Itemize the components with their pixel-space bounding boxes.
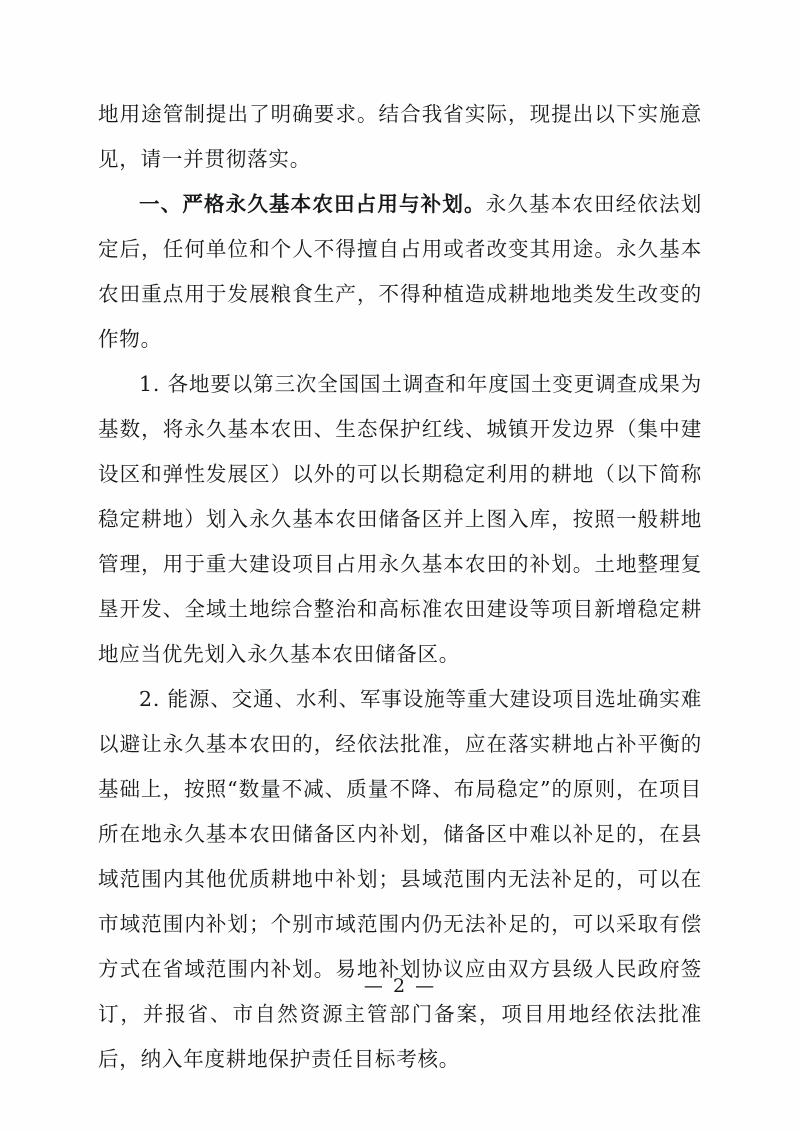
section-heading-inline: 一、严格永久基本农田占用与补划。 xyxy=(139,192,486,216)
section-one-text: 永久基本农田经依法划定后，任何单位和个人不得擅自占用或者改变其用途。永久基本农田重点用于发展粮食生产，不得种植造成耕地地类发生改变的作物。 xyxy=(98,192,702,351)
paragraph-continuation: 地用途管制提出了明确要求。结合我省实际，现提出以下实施意见，请一并贯彻落实。 xyxy=(98,102,702,171)
paragraph-section-one xyxy=(98,182,702,362)
page-footer xyxy=(0,975,800,997)
paragraph-item-1: 1. 各地要以第三次全国国土调查和年度国土变更调查成果为基数，将永久基本农田、生态保护红线、城镇开发边界（集中建设区和弹性发展区）以外的可以长期稳定利用的耕地（以下简称稳定耕地）划入永久基本农田储备区并上图入库，按照一般耕地管理，用于重大建设项目占用永久基本农田的补划。土地整理复垦开发、全域土地综合整治和高标准农田建设等项目新增稳定耕地应当优先划入永久基本农田储备区。 xyxy=(98,372,702,666)
paragraph-item-2: 2. 能源、交通、水利、军事设施等重大建设项目选址确实难以避让永久基本农田的，经依法批准，应在落实耕地占补平衡的基础上，按照“数量不减、质量不降、布局稳定”的原则，在项目所在地永久基本农田储备区内补划，储备区中难以补足的，在县域范围内其他优质耕地中补划；县域范围内无法补足的，可以在市域范围内补划；个别市域范围内仍无法补足的，可以采取有偿方式在省域范围内补划。易地补划协议应由双方县级人民政府签订，并报省、市自然资源主管部门备案，项目用地经依法批准后，纳入年度耕地保护责任目标考核。 xyxy=(98,687,702,1071)
document-body xyxy=(98,92,702,1082)
page-number: — 2 — xyxy=(363,975,437,997)
